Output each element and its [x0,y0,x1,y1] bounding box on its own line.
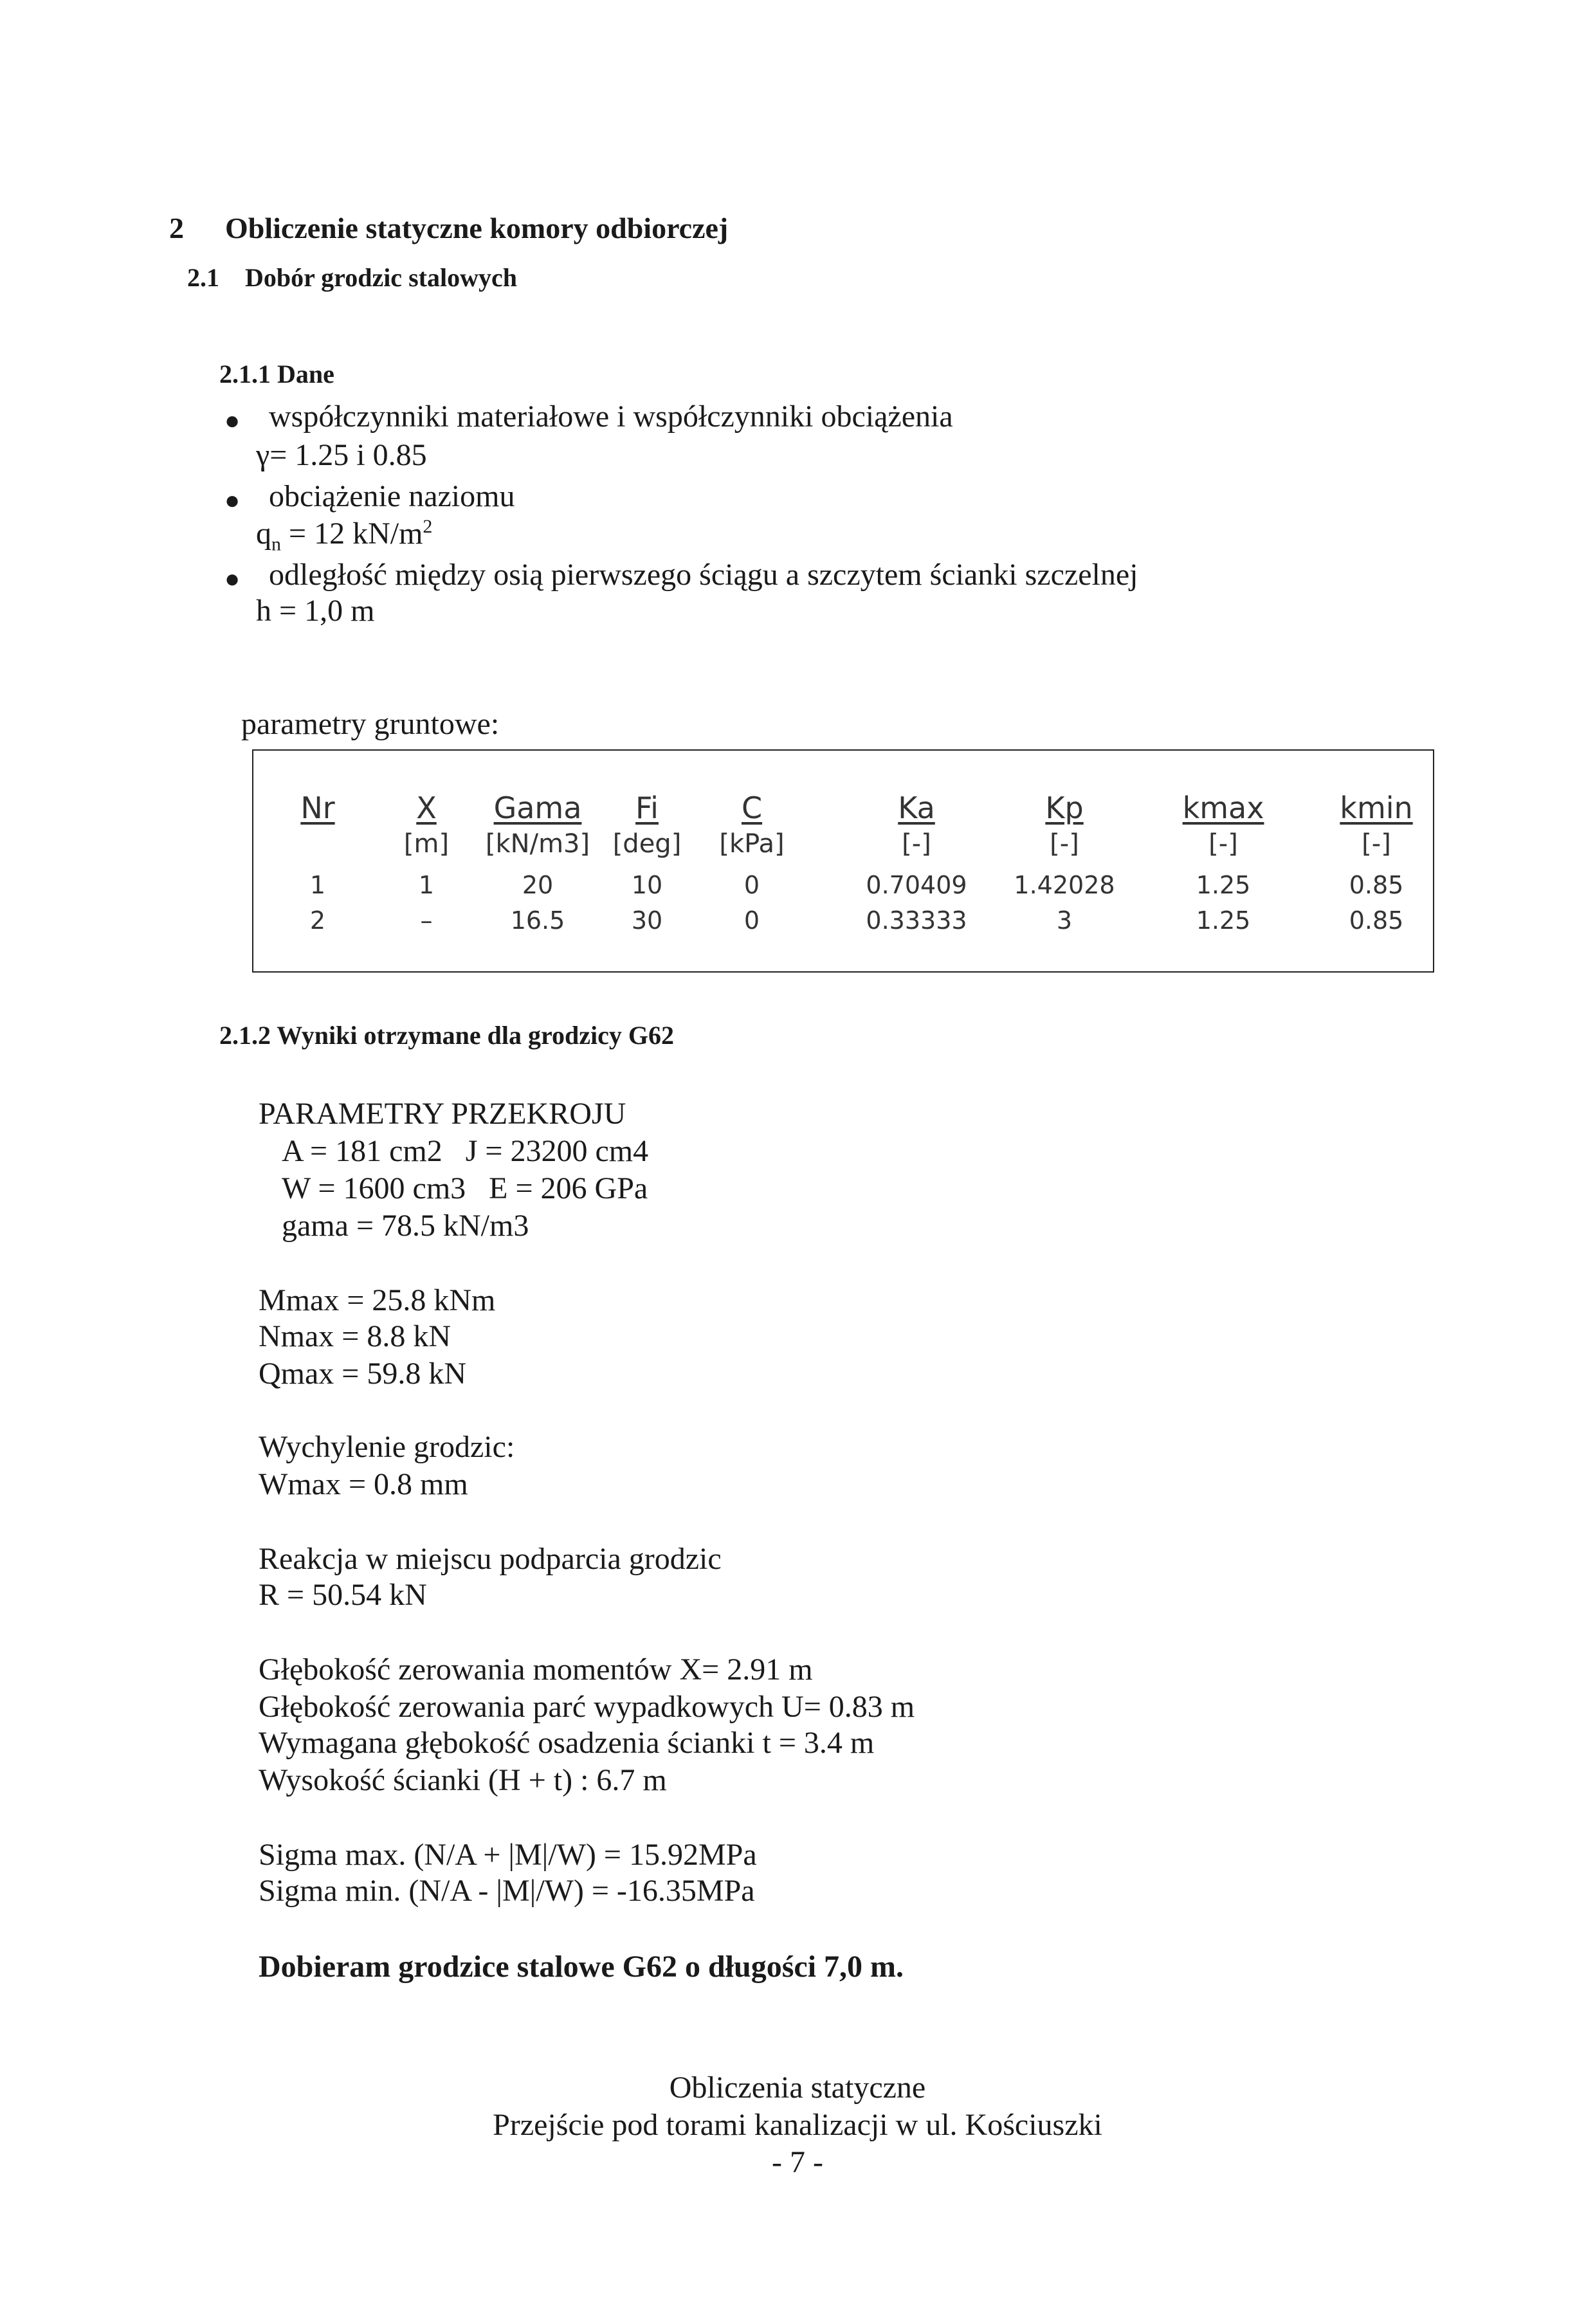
page-number: - 7 - [772,2145,823,2179]
depth-line: Wymagana głębokość osadzenia ścianki t = 3.4 m [259,1726,875,1760]
unit-gama: [kN/m3] [485,829,590,859]
table-cell: 0 [743,906,760,935]
reaction-label: Reakcja w miejscu podparcia grodzic [259,1542,722,1576]
bullet-dot: ● [224,486,241,515]
footer-line-2: Przejście pod torami kanalizacji w ul. Kościuszki [493,2108,1102,2142]
dane-heading: 2.1.1 Dane [219,360,334,389]
cross-section-param: gama = 78.5 kN/m3 [282,1209,529,1243]
table-cell: 1 [418,871,435,899]
table-cell: 20 [522,871,554,899]
unit-ka: [-] [902,829,931,859]
results-heading: 2.1.2 Wyniki otrzymane dla grodzicy G62 [219,1021,675,1050]
cross-section-param: A = 181 cm2 J = 23200 cm4 [282,1134,649,1168]
unit-c: [kPa] [719,829,785,859]
section-number: 2 [169,212,184,244]
bullet-dot: ● [224,406,241,435]
table-cell: 1.42028 [1014,871,1115,899]
table-cell: 0.85 [1349,871,1404,899]
soil-parameters-table [252,749,1434,973]
bullet-value-2: $q_n = 12$ $kN/m^2$ [256,516,433,555]
col-header-x: X [416,791,437,825]
col-header-kp: Kp [1045,791,1084,825]
sigma-line: Sigma min. (N/A - |M|/W) = -16.35MPa [259,1874,755,1908]
unit-fi: [deg] [612,829,682,859]
table-cell: 2 [309,906,326,935]
depth-line: Głębokość zerowania momentów X= 2.91 m [259,1652,813,1687]
table-cell: 16.5 [510,906,565,935]
force-value: Mmax = 25.8 kNm [259,1283,496,1317]
bullet-value-1: γ= 1.25 i 0.85 [256,438,427,472]
depth-line: Głębokość zerowania parć wypadkowych U= 0.83 m [259,1690,915,1724]
force-value: Qmax = 59.8 kN [259,1357,467,1391]
cross-section-title: PARAMETRY PRZEKROJU [259,1097,626,1131]
table-cell: 1.25 [1196,906,1251,935]
unit-kmax: [-] [1208,829,1238,859]
table-cell: 1.25 [1196,871,1251,899]
table-cell: 0.33333 [866,906,967,935]
col-header-c: C [741,791,763,825]
table-cell: 10 [631,871,663,899]
conclusion: Dobieram grodzice stalowe G62 o długości 7,0 m. [259,1950,904,1984]
unit-x: [m] [403,829,450,859]
subsection-title: Dobór grodzic stalowych [245,263,517,292]
deflection-value: Wmax = 0.8 mm [259,1467,468,1501]
table-cell: – [420,906,433,935]
sigma-line: Sigma max. (N/A + |M|/W) = 15.92MPa [259,1838,757,1872]
footer-line-1: Obliczenia statyczne [669,2071,926,2105]
col-header-kmin: kmin [1340,791,1413,825]
params-label: parametry gruntowe: [241,707,500,741]
table-cell: 3 [1056,906,1073,935]
col-header-ka: Ka [898,791,935,825]
bullet-text-1: współczynniki materiałowe i współczynniki obciążenia [269,399,953,434]
cross-section-param: W = 1600 cm3 E = 206 GPa [282,1171,648,1205]
table-cell: 0.70409 [866,871,967,899]
col-header-nr: Nr [300,791,335,825]
col-header-fi: Fi [635,791,659,825]
bullet-text-3: odległość między osią pierwszego ściągu a szczytem ścianki szczelnej [269,558,1138,592]
bullet-text-2: obciążenie naziomu [269,479,515,513]
force-value: Nmax = 8.8 kN [259,1319,451,1353]
reaction-value: R = 50.54 kN [259,1578,427,1612]
section-title: Obliczenie statyczne komory odbiorczej [225,212,729,244]
table-cell: 1 [309,871,326,899]
bullet-dot: ● [224,564,241,593]
deflection-label: Wychylenie grodzic: [259,1430,515,1464]
table-cell: 30 [631,906,663,935]
table-cell: 0 [743,871,760,899]
unit-kp: [-] [1050,829,1079,859]
unit-kmin: [-] [1362,829,1391,859]
subsection-number: 2.1 [187,263,219,292]
depth-line: Wysokość ścianki (H + t) : 6.7 m [259,1763,667,1797]
table-cell: 0.85 [1349,906,1404,935]
col-header-kmax: kmax [1182,791,1264,825]
bullet-value-3: h = 1,0 m [256,594,375,628]
col-header-gama: Gama [493,791,582,825]
